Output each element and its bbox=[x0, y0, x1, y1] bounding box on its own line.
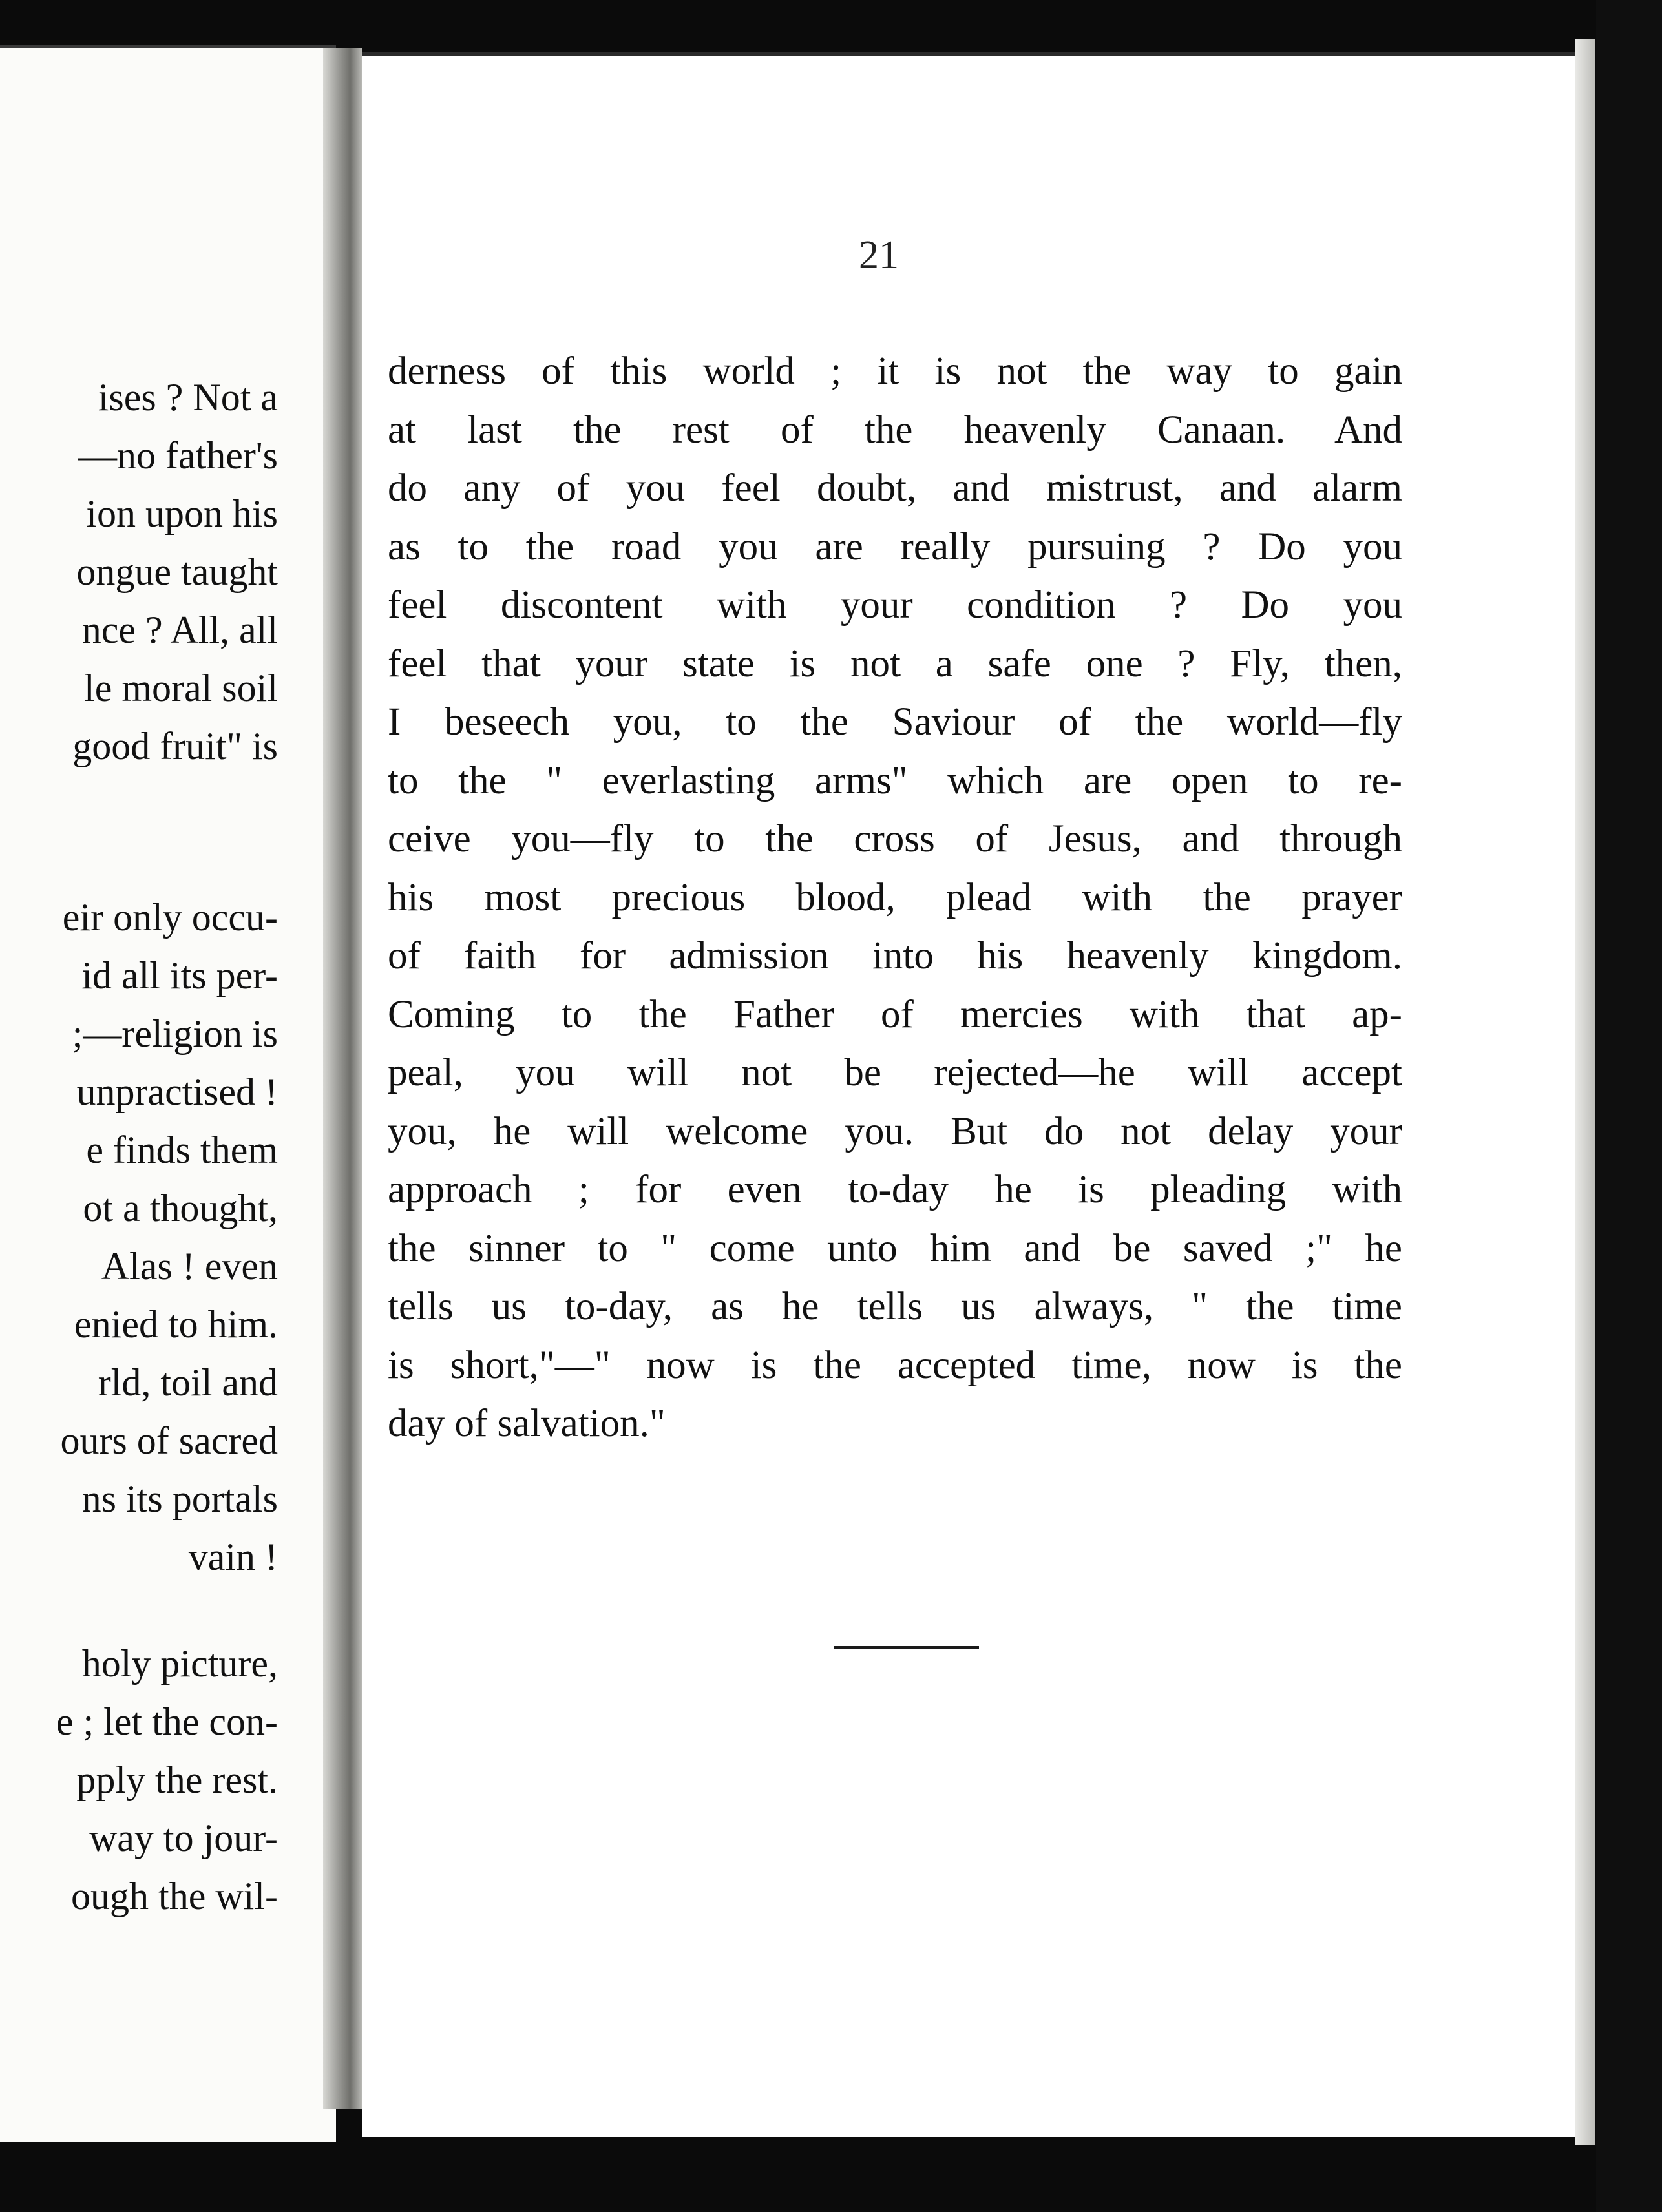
text-line: feel that your state is not a safe one ? Fly, then, bbox=[388, 642, 1402, 685]
left-line: ises ? Not a bbox=[98, 376, 278, 419]
left-line: ot a thought, bbox=[83, 1187, 278, 1229]
text-line: of faith for admission into his heavenly kingdom. bbox=[388, 934, 1402, 977]
text-line: at last the rest of the heavenly Canaan. And bbox=[388, 408, 1402, 452]
left-line: unpractised ! bbox=[76, 1070, 278, 1113]
page-number: 21 bbox=[859, 233, 899, 277]
left-line: vain ! bbox=[188, 1536, 278, 1578]
left-line: e ; let the con- bbox=[56, 1700, 278, 1743]
text-line: feel discontent with your condition ? Do you bbox=[388, 583, 1402, 627]
left-line: —no father's bbox=[78, 434, 278, 477]
section-divider bbox=[834, 1646, 979, 1649]
text-line: you, he will welcome you. But do not delay your bbox=[388, 1109, 1402, 1153]
text-line: Coming to the Father of mercies with that ap- bbox=[388, 992, 1402, 1036]
left-line: e finds them bbox=[86, 1129, 278, 1171]
text-line: is short,"—" now is the accepted time, now is the bbox=[388, 1343, 1402, 1387]
text-line: the sinner to " come unto him and be saved ;" he bbox=[388, 1226, 1402, 1270]
left-line: ;—religion is bbox=[72, 1012, 278, 1055]
left-line: le moral soil bbox=[84, 667, 278, 709]
left-line: way to jour- bbox=[89, 1817, 278, 1859]
page-edge bbox=[1575, 39, 1595, 2145]
body-text bbox=[388, 342, 1402, 1454]
left-line: id all its per- bbox=[81, 954, 278, 997]
left-line: good fruit" is bbox=[72, 725, 278, 767]
scan-border bbox=[1596, 0, 1662, 2212]
text-line: day of salvation." bbox=[388, 1402, 666, 1445]
left-line: pply the rest. bbox=[76, 1758, 278, 1801]
left-line: rld, toil and bbox=[98, 1361, 278, 1404]
left-line: ongue taught bbox=[76, 550, 278, 593]
left-line: eir only occu- bbox=[62, 896, 278, 939]
text-line: approach ; for even to-day he is pleading with bbox=[388, 1168, 1402, 1211]
text-line: derness of this world ; it is not the way to gain bbox=[388, 350, 1402, 393]
left-line: ough the wil- bbox=[71, 1875, 278, 1917]
text-line: his most precious blood, plead with the prayer bbox=[388, 875, 1402, 919]
left-line: ours of sacred bbox=[60, 1419, 278, 1462]
book-gutter bbox=[323, 48, 362, 2109]
text-line: I beseech you, to the Saviour of the world—fly bbox=[388, 700, 1402, 744]
left-page bbox=[0, 45, 336, 2142]
text-line: tells us to-day, as he tells us always, " the time bbox=[388, 1285, 1402, 1328]
text-line: do any of you feel doubt, and mistrust, and alarm bbox=[388, 466, 1402, 510]
left-line: enied to him. bbox=[74, 1303, 278, 1346]
text-line: ceive you—fly to the cross of Jesus, and through bbox=[388, 817, 1402, 861]
left-line: ns its portals bbox=[81, 1477, 278, 1520]
text-line: peal, you will not be rejected—he will accept bbox=[388, 1051, 1402, 1094]
left-line: Alas ! even bbox=[101, 1245, 278, 1288]
left-line: nce ? All, all bbox=[81, 609, 278, 651]
left-line: ion upon his bbox=[86, 492, 278, 535]
left-line: holy picture, bbox=[81, 1642, 278, 1685]
text-line: as to the road you are really pursuing ? Do you bbox=[388, 525, 1402, 569]
text-line: to the " everlasting arms" which are open to re- bbox=[388, 758, 1402, 802]
